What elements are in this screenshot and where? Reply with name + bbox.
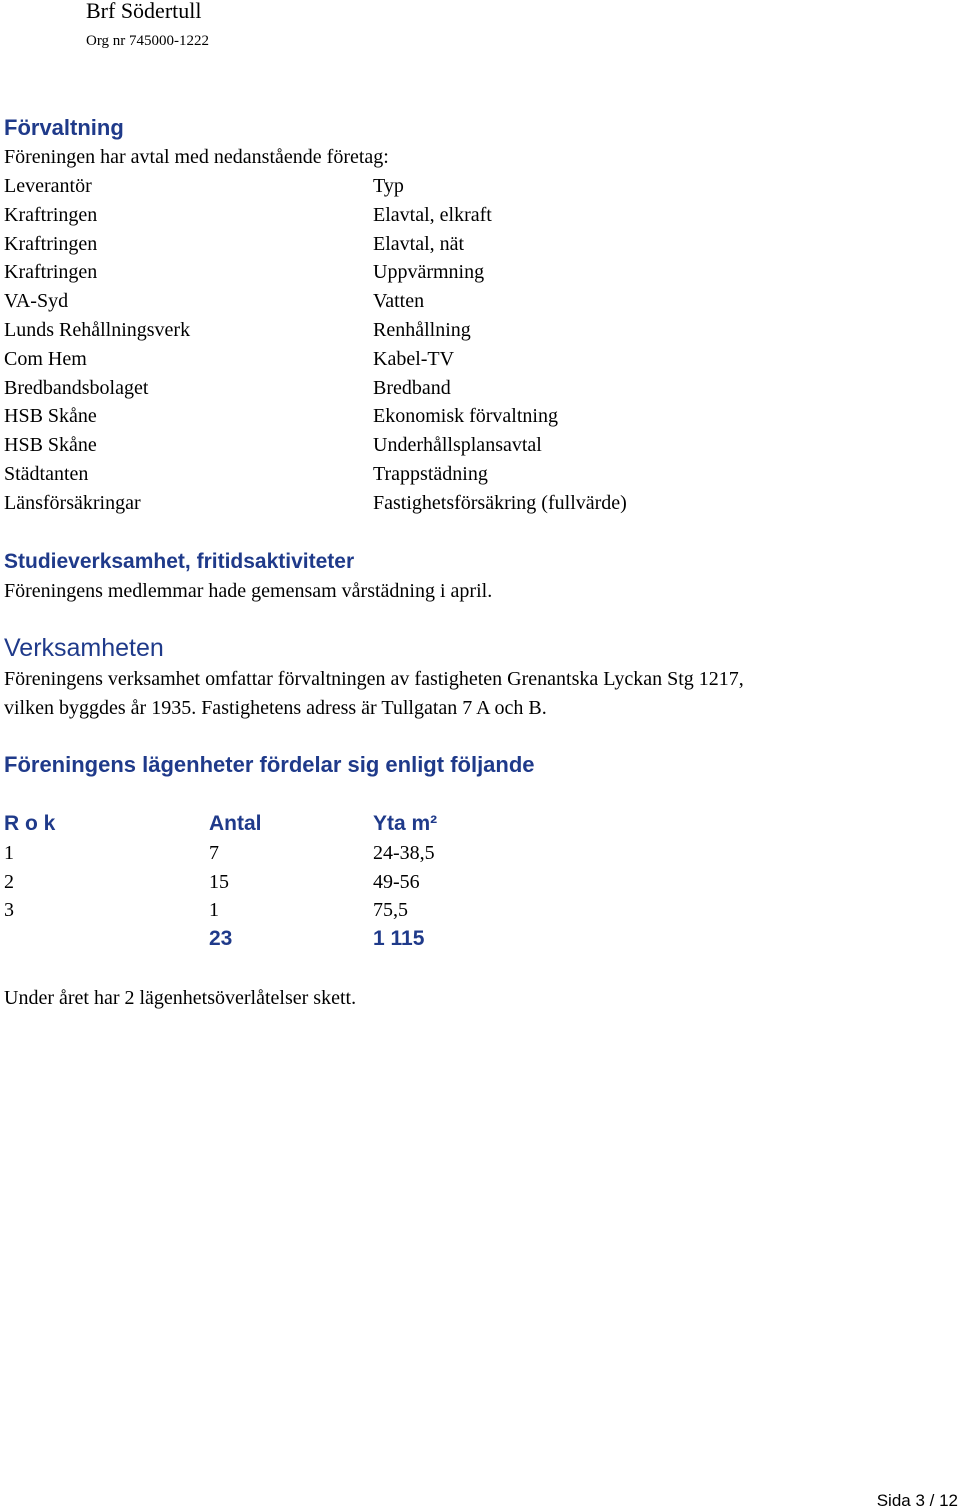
yta-cell: 49-56 xyxy=(373,870,420,893)
verksamheten-line-2: vilken byggdes år 1935. Fastighetens adress är Tullgatan 7 A och B. xyxy=(4,697,547,719)
vendor-name: Lunds Rehållningsverk xyxy=(4,318,191,341)
vendor-name: VA-Syd xyxy=(4,290,69,313)
verksamheten-line-1: Föreningens verksamhet omfattar förvaltningen av fastigheten Grenantska Lyckan Stg 1217, xyxy=(4,668,744,690)
vendor-type: Trappstädning xyxy=(373,462,488,485)
section-title-forvaltning: Förvaltning xyxy=(4,115,124,140)
vendor-type: Kabel-TV xyxy=(373,347,455,370)
antal-cell: 1 xyxy=(209,899,219,922)
vendor-table-header xyxy=(4,172,764,201)
table-row xyxy=(4,460,764,489)
apartment-table xyxy=(4,810,604,954)
table-row xyxy=(4,896,604,925)
table-row xyxy=(4,258,764,287)
column-header-leverantor: Leverantör xyxy=(4,175,92,197)
table-row xyxy=(4,402,764,431)
table-row xyxy=(4,374,764,403)
vendor-name: Städtanten xyxy=(4,462,89,485)
apartment-table-header xyxy=(4,810,604,839)
vendor-type: Uppvärmning xyxy=(373,261,485,284)
table-row xyxy=(4,201,764,230)
section-title-verksamheten: Verksamheten xyxy=(4,634,164,662)
vendor-type: Ekonomisk förvaltning xyxy=(373,405,558,428)
vendor-name: Kraftringen xyxy=(4,232,98,255)
antal-cell: 7 xyxy=(209,841,219,864)
page-number: Sida 3 / 12 xyxy=(876,1491,958,1510)
forvaltning-intro: Föreningen har avtal med nedanstående företag: xyxy=(4,146,389,168)
section-title-lagenheter: Föreningens lägenheter fördelar sig enligt följande xyxy=(4,752,535,777)
rok-cell: 3 xyxy=(4,899,14,922)
apartment-table-total xyxy=(4,925,604,954)
yta-cell: 24-38,5 xyxy=(373,841,435,864)
column-header-typ: Typ xyxy=(373,175,404,197)
vendor-name: Com Hem xyxy=(4,347,87,370)
vendor-name: Bredbandsbolaget xyxy=(4,376,149,399)
vendor-type: Vatten xyxy=(373,290,425,313)
table-row xyxy=(4,230,764,259)
vendor-name: Kraftringen xyxy=(4,203,98,226)
total-antal: 23 xyxy=(209,927,233,951)
table-row xyxy=(4,316,764,345)
transfer-note: Under året har 2 lägenhetsöverlåtelser skett. xyxy=(4,987,357,1009)
vendor-type: Fastighetsförsäkring (fullvärde) xyxy=(373,491,627,514)
vendor-name: Länsförsäkringar xyxy=(4,491,141,514)
vendor-type: Bredband xyxy=(373,376,451,399)
vendor-type: Elavtal, nät xyxy=(373,232,465,255)
vendor-name: Kraftringen xyxy=(4,261,98,284)
vendor-type: Underhållsplansavtal xyxy=(373,434,542,457)
vendor-name: HSB Skåne xyxy=(4,434,97,457)
antal-cell: 15 xyxy=(209,870,229,893)
total-yta: 1 115 xyxy=(373,927,425,951)
org-number: Org nr 745000-1222 xyxy=(86,33,210,49)
table-row xyxy=(4,839,604,868)
column-header-antal: Antal xyxy=(209,812,262,835)
column-header-rok: R o k xyxy=(4,812,56,835)
vendor-table xyxy=(4,172,764,518)
rok-cell: 2 xyxy=(4,870,14,893)
vendor-type: Elavtal, elkraft xyxy=(373,203,492,226)
studie-text: Föreningens medlemmar hade gemensam vårstädning i april. xyxy=(4,580,493,602)
rok-cell: 1 xyxy=(4,841,14,864)
section-title-studieverksamhet: Studieverksamhet, fritidsaktiviteter xyxy=(4,550,355,573)
table-row xyxy=(4,489,764,518)
yta-cell: 75,5 xyxy=(373,899,408,922)
table-row xyxy=(4,868,604,897)
vendor-type: Renhållning xyxy=(373,318,471,341)
table-row xyxy=(4,345,764,374)
table-row xyxy=(4,287,764,316)
vendor-name: HSB Skåne xyxy=(4,405,97,428)
column-header-yta: Yta m² xyxy=(373,812,438,835)
table-row xyxy=(4,431,764,460)
org-name: Brf Södertull xyxy=(86,0,202,23)
